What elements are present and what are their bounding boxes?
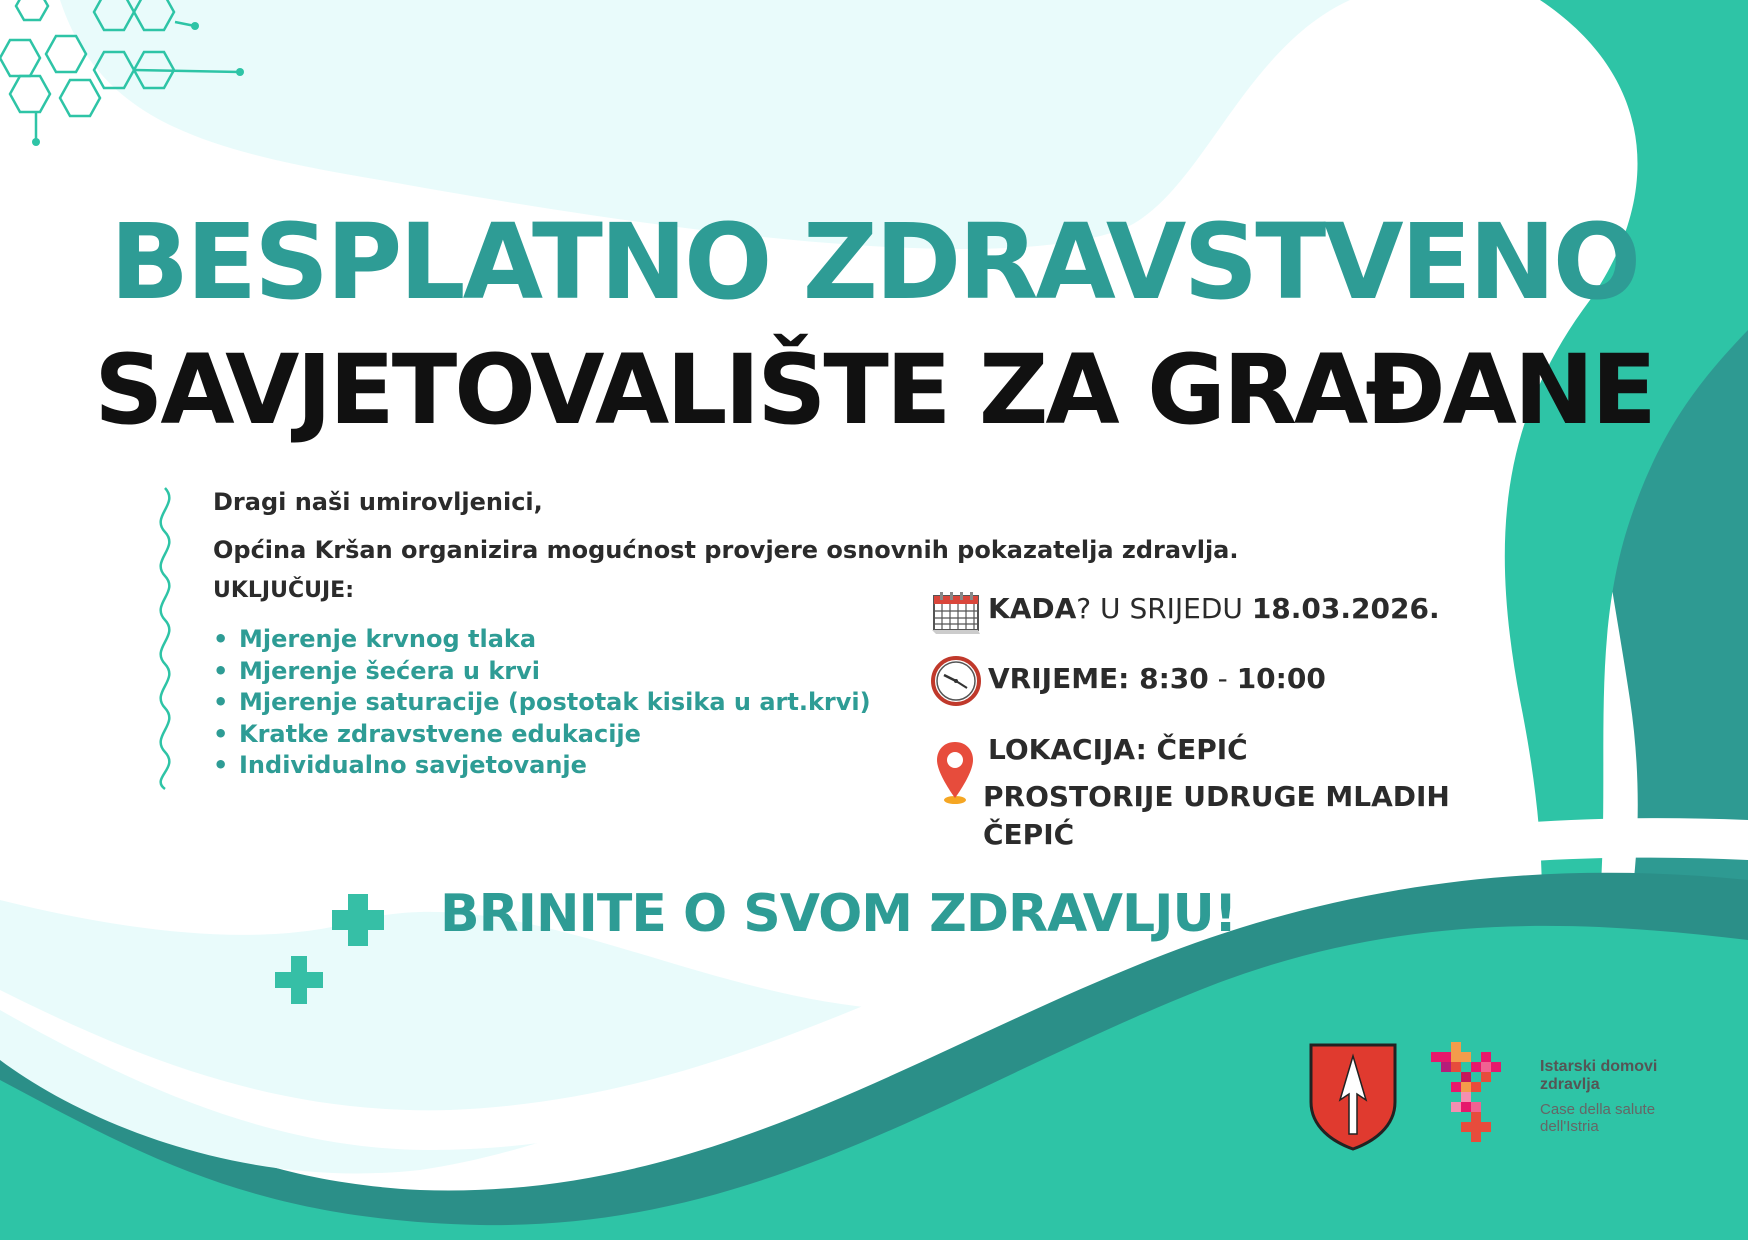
slogan: BRINITE O SVOM ZDRAVLJU! xyxy=(440,884,1237,944)
title-line1: BESPLATNO ZDRAVSTVENO xyxy=(109,201,1639,323)
when-line: KADA? U SRIJEDU 18.03.2026. xyxy=(988,592,1440,625)
plus-icon xyxy=(275,972,323,988)
list-item: • Mjerenje šećera u krvi xyxy=(213,656,541,685)
includes-label: UKLJUČUJE: xyxy=(213,578,355,603)
location-label: LOKACIJA: ČEPIĆ xyxy=(988,733,1248,766)
idz-cross-logo-icon xyxy=(1425,1038,1525,1150)
greeting: Dragi naši umirovljenici, xyxy=(213,488,543,516)
services-list xyxy=(213,624,871,782)
list-item: • Mjerenje krvnog tlaka xyxy=(213,625,537,653)
time-line: VRIJEME: 8:30 - 10:00 xyxy=(988,662,1326,695)
list-item: • Kratke zdravstvene edukacije xyxy=(213,719,641,748)
decorative-wave-line xyxy=(150,486,180,791)
intro-text: Općina Kršan organizira mogućnost provjere osnovnih pokazatelja zdravlja. xyxy=(213,536,1239,564)
title-line2: SAVJETOVALIŠTE ZA GRAĐANE xyxy=(94,334,1654,446)
location-line2: ČEPIĆ xyxy=(983,818,1075,851)
idz-name-hr: Istarski domovi zdravlja xyxy=(1540,1058,1658,1093)
location-line1: PROSTORIJE UDRUGE MLADIH xyxy=(983,780,1450,813)
calendar-icon xyxy=(930,590,982,634)
idz-name-it: Case della salute dell'Istria xyxy=(1540,1101,1656,1135)
coat-of-arms-icon xyxy=(1308,1042,1398,1152)
clock-icon xyxy=(930,655,982,707)
list-item: • Mjerenje saturacije (postotak kisika u art.krvi) xyxy=(213,688,871,716)
map-pin-icon xyxy=(935,740,975,806)
plus-icon xyxy=(332,910,384,930)
list-item: • Individualno savjetovanje xyxy=(213,751,587,779)
